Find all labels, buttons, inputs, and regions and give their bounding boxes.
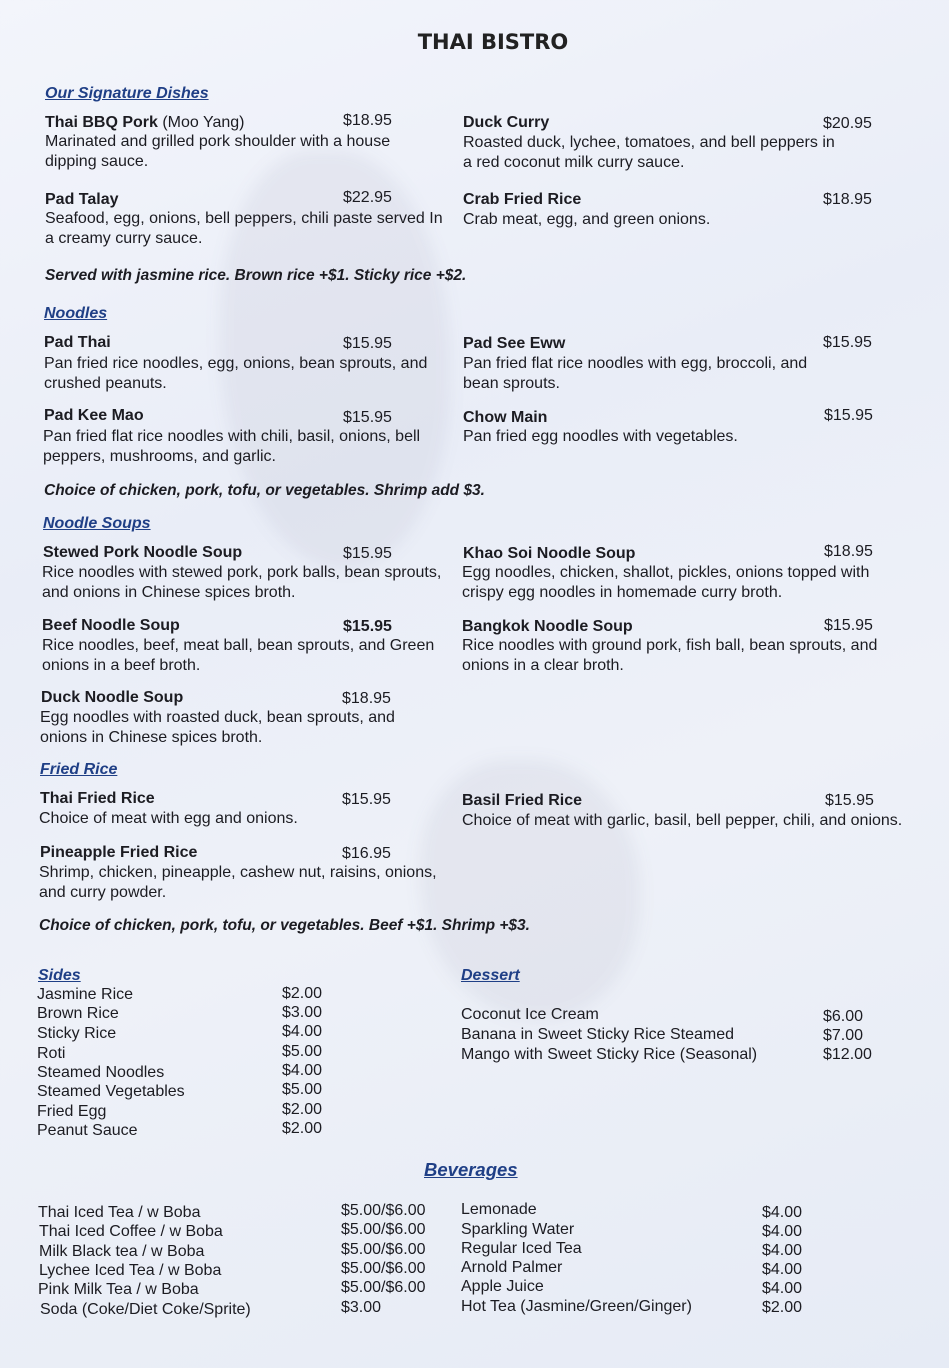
dessert-item-name: Banana in Sweet Sticky Rice Steamed (461, 1026, 735, 1043)
side-item-price: $4.00 (282, 1023, 323, 1040)
menu-item-description: Pan fried flat rice noodles with egg, broccoli, and bean sprouts. (463, 355, 808, 392)
beverage-item-price: $5.00/$6.00 (341, 1279, 426, 1296)
beverage-item-name: Arnold Palmer (461, 1259, 563, 1276)
menu-item-name: Duck Noodle Soup (41, 689, 184, 706)
menu-item-name: Thai Fried Rice (40, 790, 155, 807)
menu-item-price: $15.95 (343, 335, 392, 352)
beverage-item-name: Thai Iced Coffee / w Boba (39, 1223, 223, 1240)
side-item-name: Sticky Rice (37, 1025, 117, 1042)
menu-item-description: Crab meat, egg, and green onions. (463, 211, 711, 228)
menu-item-description: Seafood, egg, onions, bell peppers, chili paste served In a creamy curry sauce. (45, 210, 443, 247)
side-item-price: $2.00 (282, 1101, 323, 1118)
beverage-item-name: Hot Tea (Jasmine/Green/Ginger) (461, 1298, 692, 1315)
beverage-item-price: $4.00 (762, 1261, 803, 1278)
menu-item-name: Duck Curry (463, 114, 550, 131)
menu-item-price: $18.95 (823, 191, 872, 208)
menu-item-description: Rice noodles, beef, meat ball, bean sprouts, and Green onions in a beef broth. (42, 637, 435, 674)
menu-item-price: $20.95 (823, 115, 872, 132)
beverage-item-price: $4.00 (762, 1280, 803, 1297)
section-note: Choice of chicken, pork, tofu, or vegetables. Shrimp add $3. (44, 482, 485, 499)
menu-item-name: Bangkok Noodle Soup (462, 618, 633, 635)
section-heading-signature: Our Signature Dishes (45, 85, 209, 102)
menu-item-name: Pad Kee Mao (44, 407, 144, 424)
menu-item-price: $15.95 (824, 617, 873, 634)
section-heading-fried-rice: Fried Rice (40, 761, 118, 778)
menu-item-description: Roasted duck, lychee, tomatoes, and bell peppers in a red coconut milk curry sauce. (463, 134, 835, 171)
menu-item-name: Chow Main (463, 409, 548, 426)
menu-item-description: Rice noodles with ground pork, fish ball, bean sprouts, and onions in a clear broth. (462, 637, 878, 674)
beverage-item-price: $5.00/$6.00 (341, 1202, 426, 1219)
menu-item-description: Choice of meat with egg and onions. (39, 810, 298, 827)
menu-item-name: Beef Noodle Soup (42, 617, 180, 634)
section-note: Served with jasmine rice. Brown rice +$1. Sticky rice +$2. (45, 267, 467, 284)
beverage-item-name: Pink Milk Tea / w Boba (38, 1281, 199, 1298)
beverage-item-price: $5.00/$6.00 (341, 1241, 426, 1258)
menu-item-description: Egg noodles with roasted duck, bean sprouts, and onions in Chinese spices broth. (40, 709, 395, 746)
section-heading-noodle-soups: Noodle Soups (43, 515, 151, 532)
section-heading-beverages: Beverages (424, 1159, 518, 1180)
section-heading-sides: Sides (38, 967, 81, 984)
menu-item-description: Choice of meat with garlic, basil, bell pepper, chili, and onions. (462, 812, 903, 829)
beverage-item-name: Regular Iced Tea (461, 1240, 582, 1257)
side-item-price: $2.00 (282, 985, 323, 1002)
menu-item-price: $15.95 (342, 791, 391, 808)
menu-item-price: $15.95 (343, 409, 392, 426)
side-item-name: Fried Egg (37, 1103, 107, 1120)
beverage-item-name: Thai Iced Tea / w Boba (38, 1204, 201, 1221)
dessert-item-price: $6.00 (823, 1008, 864, 1025)
section-heading-noodles: Noodles (44, 305, 108, 322)
beverage-item-name: Lychee Iced Tea / w Boba (39, 1262, 222, 1279)
menu-item-name: Crab Fried Rice (463, 191, 582, 208)
menu-item-price: $15.95 (825, 792, 874, 809)
beverage-item-name: Soda (Coke/Diet Coke/Sprite) (40, 1301, 251, 1318)
beverage-item-price: $4.00 (762, 1204, 803, 1221)
menu-item-description: Rice noodles with stewed pork, pork balls, bean sprouts, and onions in Chinese spices broth. (42, 564, 442, 601)
beverage-item-price: $3.00 (341, 1299, 382, 1316)
side-item-price: $2.00 (282, 1120, 323, 1137)
menu-item-description: Pan fried flat rice noodles with chili, basil, onions, bell peppers, mushrooms, and garlic. (43, 428, 421, 465)
menu-item-description: Pan fried egg noodles with vegetables. (463, 428, 738, 445)
section-heading-dessert: Dessert (461, 967, 520, 984)
dessert-item-price: $7.00 (823, 1027, 864, 1044)
side-item-price: $5.00 (282, 1043, 323, 1060)
page-title: THAI BISTRO (417, 30, 569, 54)
menu-item-name: Pad Talay (45, 191, 119, 208)
menu-item-name: Pad See Eww (463, 335, 566, 352)
menu-item-name: Stewed Pork Noodle Soup (43, 544, 243, 561)
menu-item-name: Khao Soi Noodle Soup (463, 545, 636, 562)
menu-item-price: $18.95 (342, 690, 391, 707)
beverage-item-name: Apple Juice (461, 1278, 544, 1295)
menu-item-description: Marinated and grilled pork shoulder with a house dipping sauce. (45, 133, 391, 170)
menu-item-price: $15.95 (343, 545, 392, 562)
dessert-item-name: Coconut Ice Cream (461, 1006, 599, 1023)
menu-item-description: Shrimp, chicken, pineapple, cashew nut, raisins, onions, and curry powder. (39, 864, 437, 901)
beverage-item-name: Lemonade (461, 1201, 537, 1218)
menu-item-price: $16.95 (342, 845, 391, 862)
menu-item-description: Egg noodles, chicken, shallot, pickles, onions topped with crispy egg noodles in homemade curry broth. (462, 564, 870, 601)
menu-item-price: $15.95 (824, 407, 873, 424)
side-item-price: $5.00 (282, 1081, 323, 1098)
beverage-item-price: $4.00 (762, 1223, 803, 1240)
beverage-item-name: Sparkling Water (461, 1221, 575, 1238)
dessert-item-name: Mango with Sweet Sticky Rice (Seasonal) (461, 1046, 758, 1063)
section-note: Choice of chicken, pork, tofu, or vegetables. Beef +$1. Shrimp +$3. (39, 917, 530, 934)
menu-item-price: $15.95 (343, 618, 392, 635)
side-item-name: Roti (37, 1045, 66, 1062)
beverage-item-price: $5.00/$6.00 (341, 1221, 426, 1238)
menu-item-name: Pad Thai (44, 334, 111, 351)
side-item-name: Brown Rice (37, 1005, 119, 1022)
side-item-name: Jasmine Rice (37, 986, 134, 1003)
beverage-item-name: Milk Black tea / w Boba (39, 1243, 205, 1260)
menu-item-price: $22.95 (343, 189, 392, 206)
beverage-item-price: $4.00 (762, 1242, 803, 1259)
menu-item-name: Pineapple Fried Rice (40, 844, 198, 861)
beverage-item-price: $5.00/$6.00 (341, 1260, 426, 1277)
menu-item-price: $18.95 (824, 543, 873, 560)
side-item-name: Peanut Sauce (37, 1122, 138, 1139)
side-item-price: $4.00 (282, 1062, 323, 1079)
menu-item-name: Basil Fried Rice (462, 792, 583, 809)
menu-item-description: Pan fried rice noodles, egg, onions, bean sprouts, and crushed peanuts. (44, 355, 428, 392)
beverage-item-price: $2.00 (762, 1299, 803, 1316)
menu-item-price: $15.95 (823, 334, 872, 351)
menu-item-price: $18.95 (343, 112, 392, 129)
side-item-price: $3.00 (282, 1004, 323, 1021)
dessert-item-price: $12.00 (823, 1046, 872, 1063)
side-item-name: Steamed Noodles (37, 1064, 165, 1081)
side-item-name: Steamed Vegetables (37, 1083, 185, 1100)
menu-item-name: Thai BBQ Pork (Moo Yang) (45, 114, 245, 131)
